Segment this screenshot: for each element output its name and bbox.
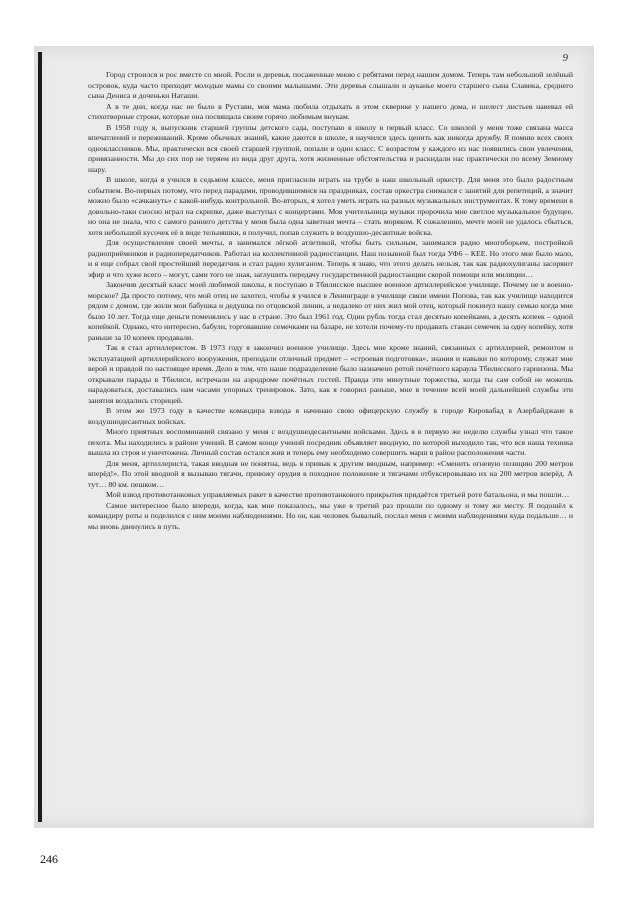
paragraph: Так я стал артиллеристом. В 1973 году я закончил военное училище. Здесь мне кроме знаний, связанных с артиллерией, ремонтом и эксплуатацией артиллерийского вооружения, преподали отличный предмет – «строевая подготовка», знания и навыки по которому, служат мне верой и правдой по настоящее время. Дело в том, что наше подразделение было назначено ротой почётного караула Тбилисского гарнизона. Мы открывали парады в Тбилиси, встречали на аэродроме почётных гостей. Правда эти минутные торжества, когда ты сам собой не можешь нарадоваться, доставались нам часами упорных тренировок. Зато, как я говорил раньше, мне в течение всей моей дальнейшей службы эти занятия воздались сторицей. (88, 343, 573, 405)
paragraph: Для меня, артиллериста, такая вводная не понятна, ведь я привык к другим вводным, например: «Сменить огневую позицию 200 метров вперёд!». По этой вводной я вызываю тягачи, привожу орудия в походное положение и тягачами отбуксировываю их на 200 метров вперёд. А тут… 80 км. пешком… (88, 458, 573, 489)
scanned-page (34, 46, 594, 828)
scan-binding-edge (38, 52, 42, 822)
paragraph: Город строился и рос вместе со мной. Росли и деревья, посаженные мною с ребятами перед нашим домом. Теперь там небольшой зелёный островок, куда часто приходят молодые мамы со своими малышами. Эти деревья слышали и ауканье моего старшего сына Славика, среднего сына Дениса и доченьки Наташи. (88, 70, 573, 100)
paragraph: А в те дни, когда нас не было в Рустави, моя мама любила отдыхать в этом скверике у нашего дома, и шелест листьев навевал ей стихотворные строки, которые она посвящала своим горячо любимым внукам. (88, 101, 573, 121)
paragraph: Самое интересное было впереди, когда, как мне показалось, мы уже в третий раз прошли по одному и тому же месту. Я подошёл к командиру роты и поделился с ним моими наблюдениями. Но он, как человек бывалый, послал меня с моими наблюдениями куда подальше… и мы вновь двинулись в путь. (88, 500, 573, 531)
paragraph: В школе, когда я учился в седьмом классе, меня пригласили играть на трубе в наш школьный оркестр. Для меня это было радостным событием. Во-первых потому, что перед парадами, проводившимися на праздниках, состав оркестра снимался с занятий для репетиций, а значит можно было «сачкануть» с какой-нибудь контрольной. Во-вторых, я хотел уметь играть на разных музыкальных инструментах. К тому времени я довольно-таки сносно играл на скрипке, даже выступал с концертами. Моя учительница музыки пророчила мне светлое музыкальное будущее, но она не знала, что с самого раннего детства у меня была одна заветная мечта – стать моряком. К сожалению, мечте моей не удалось сбыться, хотя небольшой кусочек её в виде тельняшки, я получил, попав служить в воздушно-десантные войска. (88, 175, 573, 237)
paragraph: Мой взвод противотанковых управляемых ракет в качестве противотанкового прикрытия придаётся третьей роте батальона, и мы пошли… (106, 490, 570, 499)
page-number: 246 (40, 852, 58, 866)
body-text (88, 70, 573, 532)
paragraph: Много приятных воспоминаний связано у меня с воздушнодесантными войсками. Здесь я в первую же неделю службы узнал что такое пехота. Мы находились в районе учений. В самом конце учений посредник объявляет вводную, по которой выходило так, что вся наша техника вышла из строя и уничтожена. Личный состав остался жив и теперь ему необходимо совершить марш в район расположения части. (88, 427, 573, 457)
paragraph: В этом же 1973 году в качестве командира взвода я начинаю свою офицерскую службу в городе Кировабад в Азербайджане в воздушнодесантных войсках. (88, 406, 573, 426)
paragraph: В 1958 году я, выпускник старшей группы детского сада, поступаю в школу в первый класс. Со школой у меня тоже связана масса впечатлений и переживаний. Кроме обычных знаний, какие даются в школе, я научился здесь ценить как никогда дружбу. Я помню всех своих одноклассников. Мы, практически вся своей старшей группой, попали в один класс. С возрастом у каждого из нас появились свои увлечения, привязанности. Мы до сих пор не теряем из вида друг друга, хотя жизненные обстоятельства и раскидали нас практически по всему Земному шару. (88, 122, 573, 174)
paragraph: Закончив десятый класс моей любимой школы, я поступаю в Тбилисское высшее военное артиллерийское училище. Почему не в военно-морское? Да просто потому, что мой отец не захотел, чтобы я учился в Ленинграде в училище связи имени Попова, так как училище находится рядом с домом, где жили мои бабушка и дедушка по отцовской линии, а недалеко от них жил мой отец, который покинул нашу семью когда мне было 10 лет. Тогда еще деньги поменялись у нас в стране. Это был 1961 год. Один рубль тогда стал десятью копейками, а десять копеек – одной копейкой. Однако, что интересно, бабули, торговавшие семечками на базаре, не хотели почему-то продавать стакан семечек за одну копейку, хотя раньше за 10 копеек продавали. (88, 280, 573, 342)
paragraph: Для осуществления своей мечты, я занимался лёгкой атлетикой, чтобы быть сильным, занимался радио многоборьем, постройкой радиоприёмников и радиопередатчиков. Работал на коллективной радиостанции. Наш позывной был тогда УФ6 – КЕЕ. Но этого мне было мало, и я еще собрал свой простейший передатчик и стал радио хулиганом. Теперь я знаю, что этого делать нельзя, так как радиохулиганы засоряют эфир и что хуже всего – могут, сами того не зная, заглушить передачу государственной радиостанции скорой помощи или милиции… (88, 238, 573, 279)
corner-page-number: 9 (562, 52, 568, 64)
